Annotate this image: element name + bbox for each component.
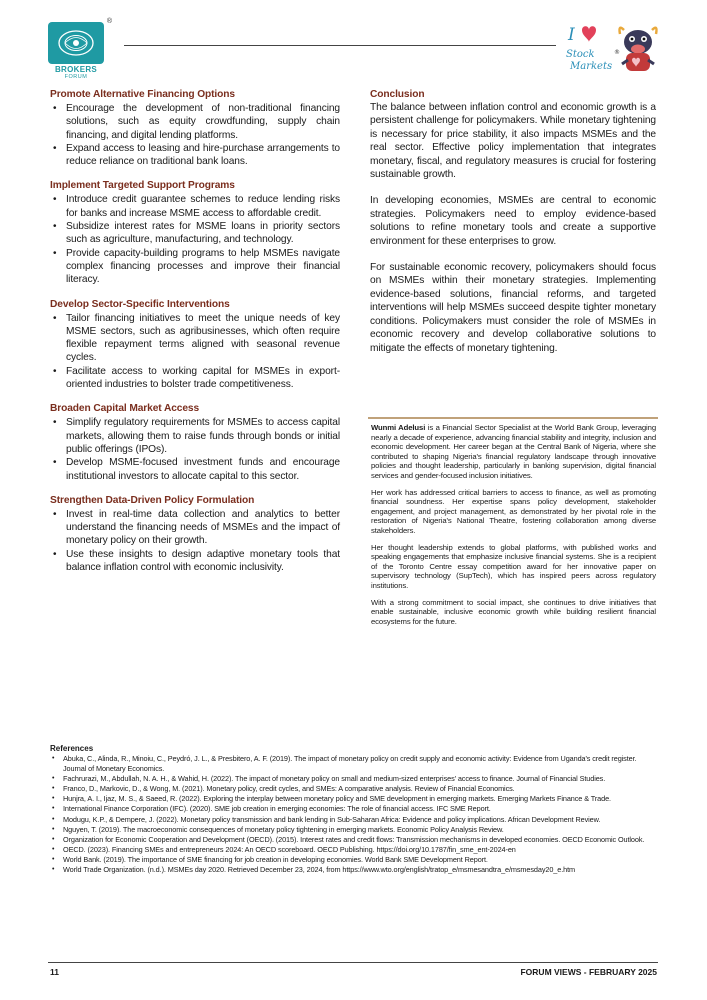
logo-brokers-text: BROKERS: [54, 65, 98, 74]
references-section: [50, 744, 660, 876]
section-heading: Broaden Capital Market Access: [50, 403, 200, 415]
bio-paragraph: With a strong commitment to social impact, she continues to drive initiatives that enable sustainable, inclusive economic growth while building resilient financial ecosystems for the future.: [371, 597, 656, 626]
section-alternative-financing: [50, 89, 340, 168]
section-data-driven-policy: [50, 495, 340, 574]
bio-paragraph: Her work has addressed critical barriers to access to finance, as well as promoting financial soundness. Her expertise spans policy development, stakeholder engagement, and project management, as demonstrated by her pivotal role in the restoration of Nigeria's National Theatre, fostering collaboration among diverse stakeholders.: [371, 487, 656, 535]
bio-paragraph: Her thought leadership extends to global platforms, with published works and speaking engagements that emphasize inclusive financial systems. She is a recipient of the Toronto Centre essay competition award for her innovative paper on supervisory technology (SupTech), which has inspired peers across regulatory institutions.: [371, 542, 656, 590]
author-bio-box: [368, 417, 658, 669]
reference-item: • World Trade Organization. (n.d.). MSMEs day 2020. Retrieved December 23, 2024, from https://www.wto.org/english/tratop_e/msmesandtra_e/msmesday20_e.htm: [50, 865, 660, 875]
conclusion-paragraph: For sustainable economic recovery, policymakers should focus on MSMEs within their monetary strategies. Implementing evidence-based solutions, financial reforms, and targeted interventions will help MSMEs succeed despite tighter monetary conditions. Policymakers must consider the role of MSMEs in economic recovery and develop collaborative solutions to mitigate the effects of monetary tightening.: [370, 262, 656, 354]
bullet-item: • Introduce credit guarantee schemes to reduce lending risks for banks and increase MSME access to affordable credit.: [50, 193, 340, 220]
reference-item: • World Bank. (2019). The importance of SME financing for job creation in developing economies. World Bank SME Development Report.: [50, 855, 660, 865]
right-column: [370, 89, 656, 368]
author-name: Wunmi Adelusi: [371, 423, 426, 432]
footer-publication: FORUM VIEWS - FEBRUARY 2025: [520, 967, 657, 977]
section-capital-market: [50, 403, 340, 482]
reference-item: • Franco, D., Markovic, D., & Wong, M. (2021). Monetary policy, credit cycles, and SMEs: A comparative analysis. Review of Financial Economics.: [50, 784, 660, 794]
page-number: 11: [50, 967, 59, 977]
bullet-item: • Provide capacity-building programs to help MSMEs navigate complex financing processes and improve their financial literacy.: [50, 247, 340, 287]
conclusion-paragraph: The balance between inflation control and economic growth is a persistent challenge for policymakers. While monetary tightening is necessary for price stability, it also impacts MSMEs and the real sector. Effective policy implementation that integrates monetary, fiscal, and regulatory measures is crucial for fostering sustainable growth.: [370, 102, 656, 181]
logo-forum-text: FORUM: [64, 74, 88, 80]
bullet-item: • Simplify regulatory requirements for MSMEs to access capital markets, allowing them to raise funds through bonds or initial public offerings (IPOs).: [50, 416, 340, 456]
header-rule: [124, 45, 556, 46]
bio-paragraph: Wunmi Adelusi is a Financial Sector Specialist at the World Bank Group, leveraging nearly a decade of experience, advancing financial stability and integrity, inclusion and economic development. Her career began at the Central Bank of Nigeria, where she contributed to shaping Nigeria's financial regulatory landscape through innovative policies and thought leadership, particularly in banking supervision, digital financial services and gender-focused inclusion initiatives.: [371, 423, 656, 480]
logo-stock-text: Stock: [566, 49, 595, 60]
bullet-item: • Use these insights to design adaptive monetary tools that balance inflation control with economic inclusivity.: [50, 548, 340, 575]
conclusion-paragraph: In developing economies, MSMEs are central to economic strategies. Policymakers need to employ evidence-based solutions to refine monetary tools and create a supportive environment for these enterprises to grow.: [370, 195, 656, 247]
bullet-item: • Subsidize interest rates for MSME loans in priority sectors such as agriculture, manufacturing, and technology.: [50, 220, 340, 247]
section-heading: Promote Alternative Financing Options: [50, 89, 235, 100]
bull-mascot-icon: [620, 28, 657, 71]
bullet-item: • Tailor financing initiatives to meet the unique needs of key MSME sectors, such as agribusinesses, which often require flexible repayment terms aligned with seasonal revenue cycles.: [50, 312, 340, 365]
brokers-forum-logo: [48, 18, 112, 80]
logo-i-text: I: [568, 25, 575, 45]
section-heading: Implement Targeted Support Programs: [50, 180, 235, 192]
logo-markets-text: Markets: [570, 61, 613, 72]
reference-item: • Hunjra, A. I., Ijaz, M. S., & Saeed, R. (2022). Exploring the interplay between monetary policy and SME development in emerging markets. Emerging Markets Finance & Trade.: [50, 794, 660, 804]
bullet-item: • Develop MSME-focused investment funds and encourage institutional investors to allocate capital to this sector.: [50, 456, 340, 483]
reference-item: • OECD. (2023). Financing SMEs and entrepreneurs 2024: An OECD scoreboard. OECD Publishing. https://doi.org/10.1787/fin_sme_ent-2024-en: [50, 845, 660, 855]
reference-item: • Organization for Economic Cooperation and Development (OECD). (2015). Interest rates and credit flows: Transmission mechanisms in developed economies. OECD Economic Outlook.: [50, 835, 660, 845]
reference-item: • Nguyen, T. (2019). The macroeconomic consequences of monetary policy tightening in emerging markets. Economic Policy Analysis Review.: [50, 825, 660, 835]
section-targeted-support: [50, 180, 340, 286]
heart-icon: [582, 26, 596, 42]
logo-reg-mark: ®: [614, 49, 620, 56]
bullet-item: • Expand access to leasing and hire-purchase arrangements to reduce reliance on traditional bank loans.: [50, 142, 340, 169]
reference-item: • International Finance Corporation (IFC). (2020). SME job creation in emerging economies: The role of financial access. IFC SME Report.: [50, 804, 660, 814]
reference-item: • Fachrurazi, M., Abdullah, N. A. H., & Wahid, H. (2022). The impact of monetary policy on small and medium-sized enterprises' access to finance. Journal of Financial Studies.: [50, 774, 660, 784]
section-heading: Strengthen Data-Driven Policy Formulation: [50, 494, 255, 506]
footer-rule: [48, 962, 658, 963]
bullet-item: • Facilitate access to working capital for MSMEs in export-oriented industries to bolster trade competitiveness.: [50, 365, 340, 392]
reference-item: • Abuka, C., Alinda, R., Minoiu, C., Peydró, J. L., & Presbitero, A. F. (2019). The impact of monetary policy on credit supply and economic activity: Evidence from Uganda's credit register. Journal of Monetary Economics.: [50, 754, 660, 773]
left-column: [50, 89, 340, 586]
i-love-stock-markets-logo: [562, 20, 662, 78]
section-sector-specific: [50, 299, 340, 392]
brokers-forum-emblem: ®: [48, 22, 104, 64]
section-heading: Develop Sector-Specific Interventions: [50, 298, 230, 310]
reference-item: • Modugu, K.P., & Dempere, J. (2022). Monetary policy transmission and bank lending in Sub-Saharan Africa: Evidence and policy implications. African Development Review.: [50, 815, 660, 825]
references-heading: References: [50, 744, 94, 753]
bullet-item: • Encourage the development of non-traditional financing solutions, such as equity crowdfunding, supply chain financing, and digital lending platforms.: [50, 102, 340, 142]
bullet-item: • Invest in real-time data collection and analytics to better understand the financing needs of MSMEs and the impact of monetary policy on their growth.: [50, 508, 340, 548]
conclusion-heading: Conclusion: [370, 89, 425, 100]
